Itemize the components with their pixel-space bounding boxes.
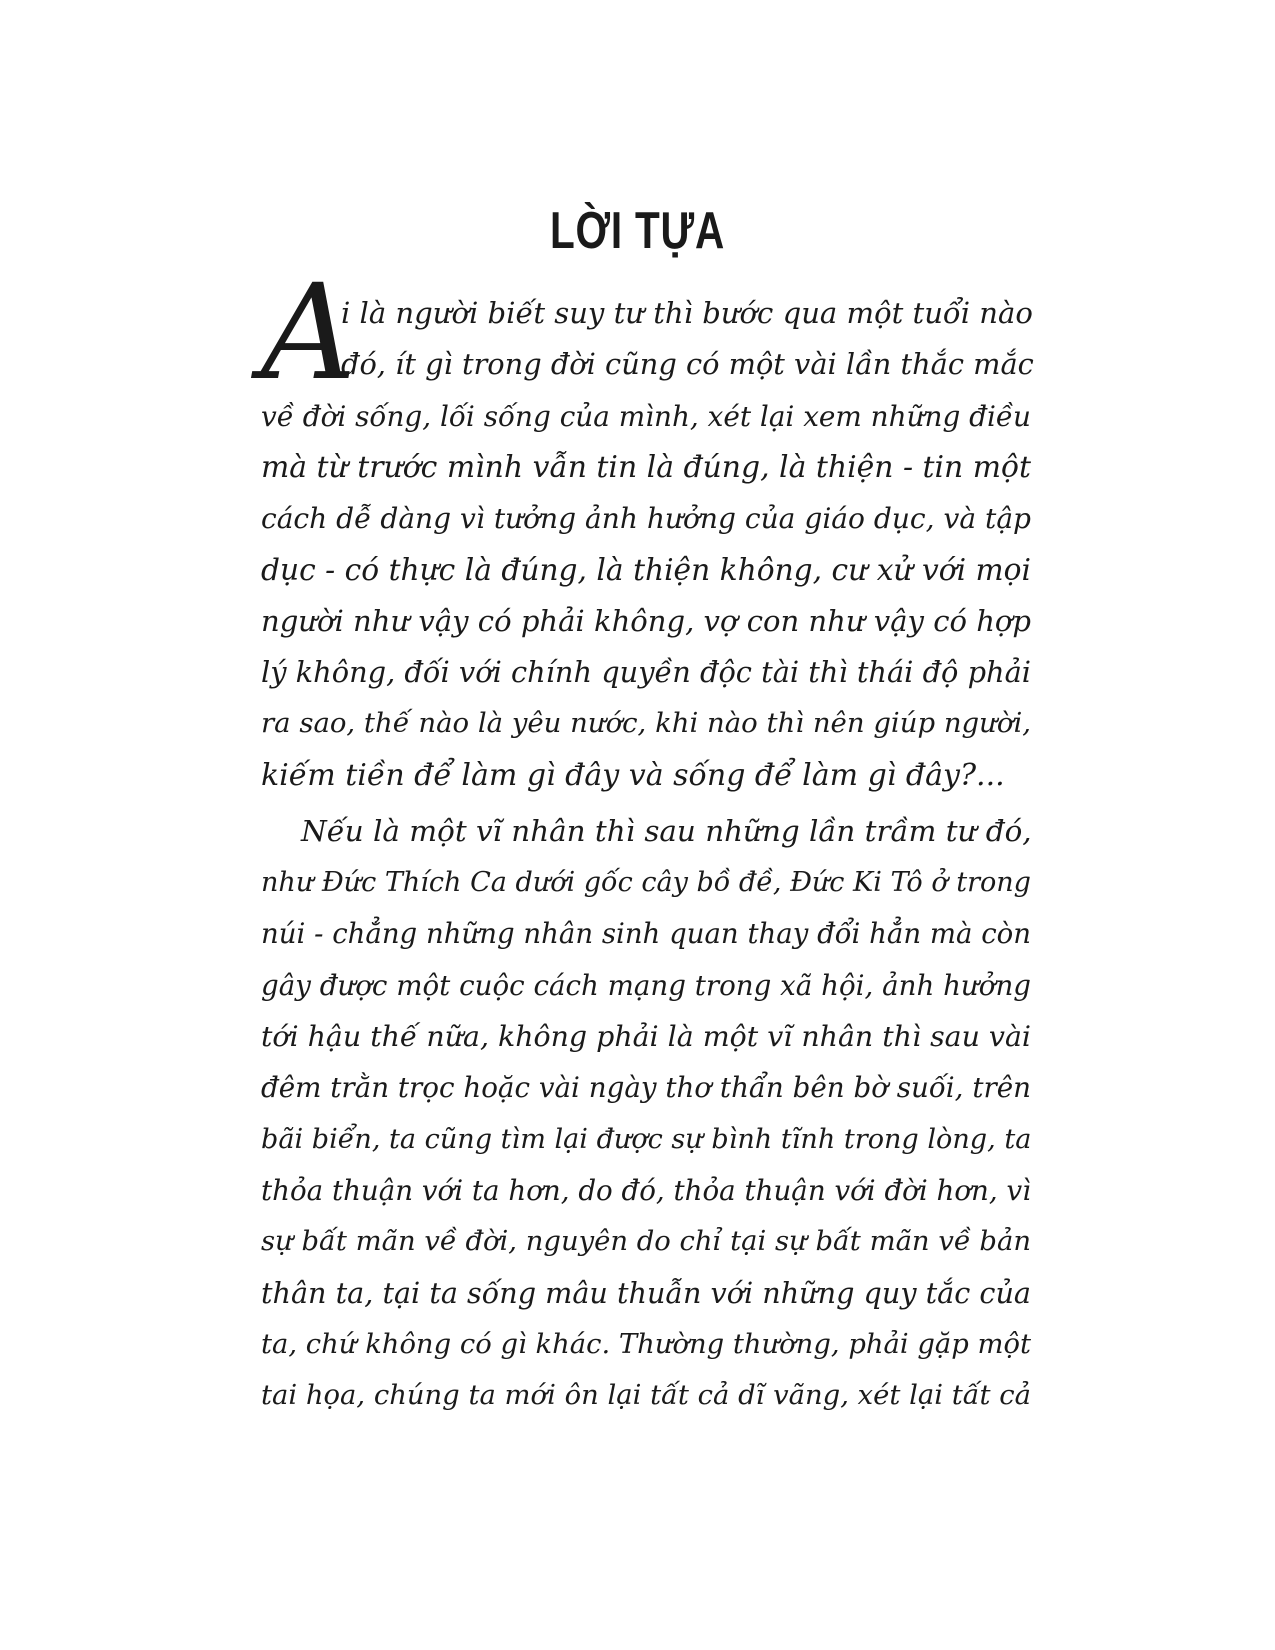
text-line: tai họa, chúng ta mới ôn lại tất cả dĩ vãng, xét lại tất cả xyxy=(261,1380,1031,1412)
drop-cap: A xyxy=(261,256,357,410)
text-line: đó, ít gì trong đời cũng có một vài lần thắc mắc xyxy=(341,347,1034,382)
text-line: ra sao, thế nào là yêu nước, khi nào thì nên giúp người, xyxy=(261,707,1031,740)
text-line: mà từ trước mình vẫn tin là đúng, là thiện - tin một xyxy=(261,449,1031,485)
text-line: ta, chứ không có gì khác. Thường thường, phải gặp một xyxy=(261,1328,1031,1360)
text-line: gây được một cuộc cách mạng trong xã hội, ảnh hưởng xyxy=(261,968,1031,1002)
text-line: kiếm tiền để làm gì đây và sống để làm gì đây?... xyxy=(261,757,1005,793)
text-line: lý không, đối với chính quyền độc tài thì thái độ phải xyxy=(261,655,1031,690)
text-line: về đời sống, lối sống của mình, xét lại xem những điều xyxy=(261,399,1031,433)
text-line: dục - có thực là đúng, là thiện không, cư xử với mọi xyxy=(261,552,1031,588)
text-line: tới hậu thế nữa, không phải là một vĩ nhân thì sau vài xyxy=(261,1020,1031,1054)
text-line: đêm trằn trọc hoặc vài ngày thơ thẩn bên bờ suối, trên xyxy=(261,1071,1031,1105)
paragraph-1 xyxy=(261,288,1034,801)
text-line: cách dễ dàng vì tưởng ảnh hưởng của giáo dục, và tập xyxy=(261,502,1031,536)
text-line: sự bất mãn về đời, nguyên do chỉ tại sự bất mãn về bản xyxy=(261,1226,1031,1258)
text-line: người như vậy có phải không, vợ con như vậy có hợp xyxy=(261,603,1031,638)
text-line: i là người biết suy tư thì bước qua một tuổi nào xyxy=(341,296,1033,330)
text-line: thỏa thuận với ta hơn, do đó, thỏa thuận với đời hơn, vì xyxy=(261,1174,1031,1208)
text-line: bãi biển, ta cũng tìm lại được sự bình tĩnh trong lòng, ta xyxy=(261,1123,1032,1155)
text-line: thân ta, tại ta sống mâu thuẫn với những quy tắc của xyxy=(261,1275,1031,1310)
text-line: núi - chẳng những nhân sinh quan thay đổi hẳn mà còn xyxy=(261,917,1031,950)
chapter-title: LỜI TỰA xyxy=(549,202,726,260)
text-line: Nếu là một vĩ nhân thì sau những lần trầm tư đó, xyxy=(301,814,1032,848)
paragraph-2 xyxy=(261,806,1031,1422)
text-line: như Đức Thích Ca dưới gốc cây bồ đề, Đức Ki Tô ở trong xyxy=(261,867,1031,899)
